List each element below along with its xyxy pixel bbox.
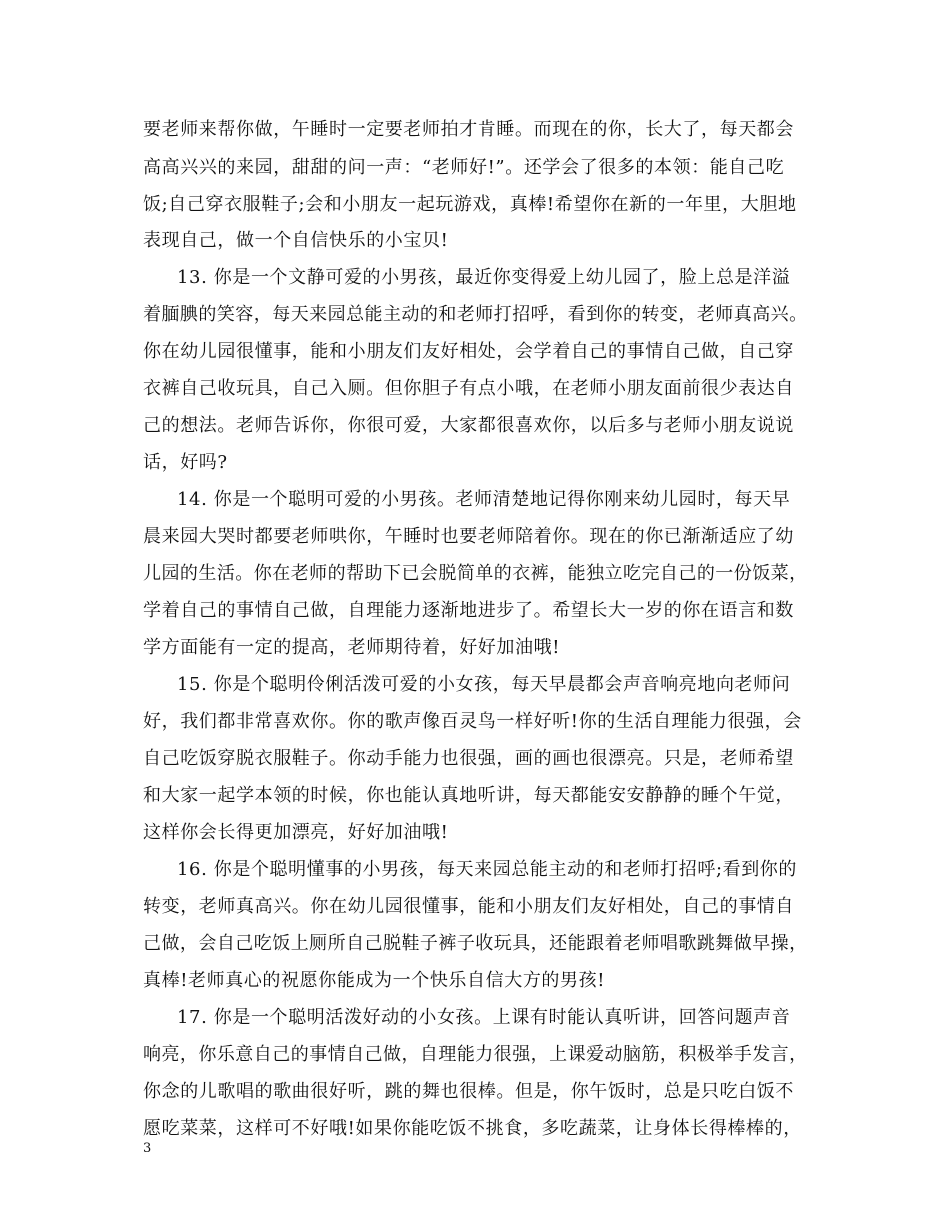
- text-line: 真棒!老师真心的祝愿你能成为一个快乐自信大方的男孩!: [143, 970, 606, 991]
- text-line: 学方面能有一定的提高，老师期待着，好好加油哦!: [143, 637, 561, 658]
- text-line: 好，我们都非常喜欢你。你的歌声像百灵鸟一样好听!你的生活自理能力很强，会: [143, 711, 802, 732]
- text-line: 自己吃饭穿脱衣服鞋子。你动手能力也很强，画的画也很漂亮。只是，老师希望: [143, 748, 794, 769]
- text-line: 和大家一起学本领的时候，你也能认真地听讲，每天都能安安静静的睡个午觉，: [143, 785, 794, 806]
- text-line: 着腼腆的笑容，每天来园总能主动的和老师打招呼，看到你的转变，老师真高兴。: [143, 304, 808, 325]
- text-line: 饭;自己穿衣服鞋子;会和小朋友一起玩游戏，真棒!希望你在新的一年里，大胆地: [143, 194, 797, 215]
- paragraph-17-first-line: 17. 你是一个聪明活泼好动的小女孩。上课有时能认真听讲，回答问题声音: [177, 1007, 791, 1028]
- paragraph-14-first-line: 14. 你是一个聪明可爱的小男孩。老师清楚地记得你刚来幼儿园时，每天早: [177, 489, 791, 510]
- paragraph-16-first-line: 16. 你是个聪明懂事的小男孩，每天来园总能主动的和老师打招呼;看到你的: [177, 859, 798, 880]
- paragraph-13-first-line: 13. 你是一个文静可爱的小男孩，最近你变得爱上幼儿园了，脸上总是洋溢: [177, 267, 791, 288]
- text-line: 表现自己，做一个自信快乐的小宝贝!: [143, 230, 449, 251]
- text-line: 你在幼儿园很懂事，能和小朋友们友好相处，会学着自己的事情自己做，自己穿: [143, 341, 794, 362]
- text-line: 衣裤自己收玩具，自己入厕。但你胆子有点小哦，在老师小朋友面前很少表达自: [143, 378, 794, 399]
- text-line: 学着自己的事情自己做，自理能力逐渐地进步了。希望长大一岁的你在语言和数: [143, 600, 794, 621]
- text-line: 己的想法。老师告诉你，你很可爱，大家都很喜欢你，以后多与老师小朋友说说: [143, 415, 794, 436]
- text-line: 己做，会自己吃饭上厕所自己脱鞋子裤子收玩具，还能跟着老师唱歌跳舞做早操，: [143, 933, 808, 954]
- text-line: 转变，老师真高兴。你在幼儿园很懂事，能和小朋友们友好相处，自己的事情自: [143, 896, 794, 917]
- paragraph-15-first-line: 15. 你是个聪明伶俐活泼可爱的小女孩，每天早晨都会声音响亮地向老师问: [177, 674, 791, 695]
- text-line: 这样你会长得更加漂亮，好好加油哦!: [143, 822, 449, 843]
- text-line: 高高兴兴的来园，甜甜的问一声：“老师好!”。还学会了很多的本领：能自己吃: [143, 157, 785, 178]
- text-line: 响亮，你乐意自己的事情自己做，自理能力很强，上课爱动脑筋，积极举手发言，: [143, 1044, 808, 1065]
- text-line: 要老师来帮你做，午睡时一定要老师拍才肯睡。而现在的你，长大了，每天都会: [143, 119, 794, 140]
- text-line: 晨来园大哭时都要老师哄你，午睡时也要老师陪着你。现在的你已渐渐适应了幼: [143, 526, 794, 547]
- text-line: 话，好吗?: [143, 452, 228, 473]
- text-line: 愿吃菜菜，这样可不好哦!如果你能吃饭不挑食，多吃蔬菜，让身体长得棒棒的，: [143, 1118, 802, 1139]
- page-number: 3: [143, 1141, 152, 1156]
- text-line: 儿园的生活。你在老师的帮助下已会脱简单的衣裤，能独立吃完自己的一份饭菜，: [143, 563, 808, 584]
- text-line: 你念的儿歌唱的歌曲很好听，跳的舞也很棒。但是，你午饭时，总是只吃白饭不: [143, 1081, 794, 1102]
